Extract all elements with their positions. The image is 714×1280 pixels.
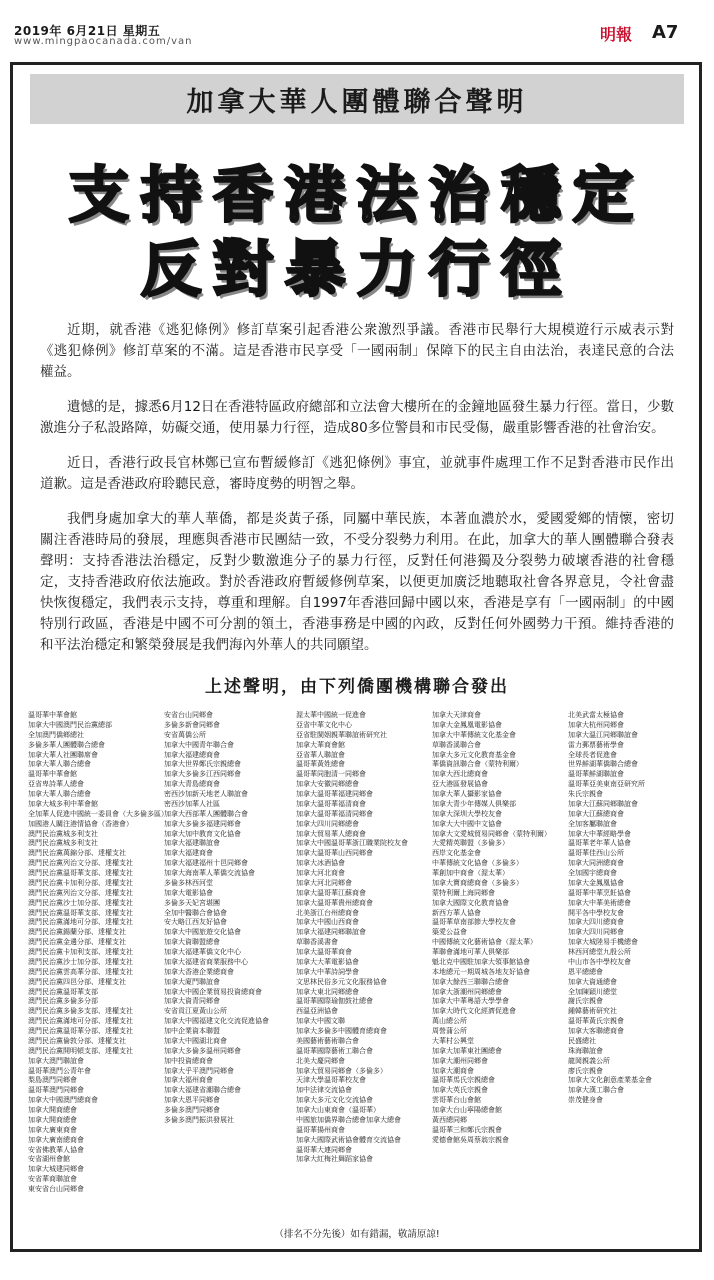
organization-name: 加拿大中國企業貿易投資總商會 bbox=[164, 987, 262, 996]
organization-name: 朱氏宗親會 bbox=[568, 790, 603, 798]
organization-name: 梨島澳門同鄉會 bbox=[28, 1076, 77, 1085]
organization-name: 加拿大多倫多中國體育總商會 bbox=[296, 1027, 387, 1035]
organization-name: 安省貢江夏黃山公所 bbox=[164, 1007, 227, 1016]
organization-name: 加拿大福建聯誼會 bbox=[164, 839, 220, 848]
organization-name: 中國旅加僑界聯合總會加拿大總會 bbox=[296, 1115, 401, 1124]
organization-name: 澳門民治黨城多利支社 bbox=[28, 839, 98, 848]
organization-name: 澳門民治黨滿地可分部、達權支社 bbox=[28, 918, 133, 927]
organization-name: 澳門民治黨溫哥華支部、達權支社 bbox=[28, 869, 133, 877]
organization-name: 加拿大潮商會 bbox=[432, 1066, 474, 1075]
organization-name: 世界鮮湖華僑聯合總會 bbox=[568, 760, 638, 769]
organization-name: 多倫多澳門振洪發展社 bbox=[164, 1115, 234, 1124]
organization-name: 澳門民治黨沙士加分部、達權支社 bbox=[28, 898, 133, 907]
body-paragraph: 我們身處加拿大的華人華僑，都是炎黃子孫，同屬中華民族，本著血濃於水，愛國愛鄉的情懷，密切關注香港時局的發展，理應與香港市民團結一致，不受分裂勢力利用。在此，加拿大的華人團體聯合發表聲明：支持香港法治穩定，反對少數激進分子的暴力行徑，反對任何港獨及分裂勢力破壞香港的社會穩定，支持香港政府依法施政。對於香港政府暫緩修例草案，以便更加廣泛地聽取社會各界意見，令社會盡快恢復穩定，我們表示支持，尊重和理解。自1997年香港回歸中國以來，香港是享有「一國兩制」的中國特別行政區，香港是中國不可分割的領土，香港事務是中國的內政，反對任何外國勢力干預。維持香港的和平法治穩定和繁榮發展是我們海內外華人的共同願望。 bbox=[40, 511, 674, 653]
organization-name: 加拿大中華詩詞學會 bbox=[296, 967, 359, 976]
organization-name: 加拿大恩平同鄉會 bbox=[164, 1096, 220, 1105]
organization-name: 加拿大安徽同鄉總會 bbox=[296, 780, 359, 789]
organization-name: 加拿大寶商總商會（多倫多） bbox=[432, 878, 523, 887]
organization-name: 加拿大西北總商會 bbox=[432, 770, 488, 779]
organization-name: 密西沙加華人社區 bbox=[164, 799, 220, 808]
organization-name: 林西河總堂九殷公所 bbox=[568, 948, 631, 956]
organization-name: 築愛公益會 bbox=[432, 928, 467, 937]
organization-name: 加拿大多倫多溫州同鄉會 bbox=[164, 1046, 241, 1055]
organization-name: 加拿大華商會館 bbox=[296, 740, 345, 749]
organization-name: 加拿大資通總會 bbox=[568, 977, 617, 986]
organization-name: 加拿大華人聯合總會 bbox=[28, 790, 91, 798]
organization-name: 溫哥華黃姓總會 bbox=[296, 760, 345, 769]
organization-name: 澳門民治黨溫哥華支部、達權支社 bbox=[28, 908, 133, 917]
organization-name: 渥太華中國統一促進會 bbox=[296, 711, 366, 719]
organization-name: 加拿大中國旅遊交化協會 bbox=[164, 928, 241, 937]
organization-name: 中國傳統文化藝術協會（渥太華） bbox=[432, 938, 537, 947]
organization-name: 安省佛教華人協會 bbox=[28, 1145, 84, 1154]
organization-name: 加拿大浙潮州同鄉總會 bbox=[432, 987, 502, 996]
organization-name: 愛德會館吳周蔡翁宗親會 bbox=[432, 1135, 509, 1144]
organization-name: 周營蒲公所 bbox=[432, 1027, 467, 1035]
organization-name: 加拿大溫哥華福建同鄉會 bbox=[296, 790, 373, 798]
organization-name: 澳門民治黨溫哥華分部、達權支社 bbox=[28, 1027, 133, 1035]
organization-name: 亞大港區發展協會 bbox=[432, 780, 488, 789]
page-number: A7 bbox=[652, 22, 679, 43]
organization-name: 蒙特利爾上海同鄉會 bbox=[432, 888, 495, 897]
organization-name: 加拿大山東商會（溫哥華） bbox=[296, 1106, 380, 1114]
organization-name: 加拿大四川總商會 bbox=[568, 918, 624, 927]
organization-name: 加拿大多元文化交流協會 bbox=[296, 1096, 373, 1105]
organization-name: 多倫多天妃宮堪團 bbox=[164, 898, 220, 907]
organization-name: 加拿大青少年傳媒人俱樂部 bbox=[432, 799, 516, 808]
organization-name: 多倫多澳門同鄉會 bbox=[164, 1106, 220, 1114]
organization-name: 大愛精英聯盟（多倫多） bbox=[432, 839, 509, 848]
organization-name: 澳門民治黨雲高華分部、達權支社 bbox=[28, 967, 133, 976]
organization-name: 溫哥華黃氏宗親會 bbox=[568, 1017, 624, 1026]
organization-name: 加拿大電影協會 bbox=[164, 888, 213, 897]
organization-name: 加拿大金鳳凰電影協會 bbox=[432, 720, 502, 729]
organization-name: 加拿大華人攝影家協會 bbox=[432, 790, 502, 798]
organization-name: 溫哥華老年華人協會 bbox=[568, 839, 631, 848]
statement-banner: 加拿大華人團體聯合聲明 bbox=[30, 74, 684, 124]
organization-name: 加拿大中國文聯 bbox=[296, 1017, 345, 1026]
organization-name: 龍岡親義公所 bbox=[568, 1056, 610, 1065]
organization-name: 加拿大中國澳門總商會 bbox=[28, 1096, 98, 1105]
organization-name: 加拿大客聯總商會 bbox=[568, 1027, 624, 1035]
organization-name: 加拿大華人聯合總會 bbox=[28, 760, 91, 769]
organization-name: 加拿大資青同鄉會 bbox=[164, 997, 220, 1006]
organization-name: 草聯香溪書會 bbox=[296, 938, 338, 947]
organization-name: 大華村公興堂 bbox=[432, 1036, 474, 1045]
organization-name: 加拿大廣南總商會 bbox=[28, 1135, 84, 1144]
newspaper-logo: 明報 bbox=[600, 25, 633, 44]
organization-name: 加拿大國際武術協會體育交流協會 bbox=[296, 1135, 401, 1144]
organization-name: 加拿大溫哥華商會 bbox=[296, 948, 352, 956]
organization-name: 加拿大中國溫哥華浙江職業院校友會 bbox=[296, 839, 408, 848]
organization-name: 加拿大西部華人團體聯合會 bbox=[164, 809, 248, 818]
organization-name: 加拿大餘西三聯聯合總會 bbox=[432, 977, 509, 986]
organization-name: 加拿大青島總商會 bbox=[164, 780, 220, 789]
organization-name: 亞省華人聯誼會 bbox=[296, 750, 345, 759]
organization-name: 澳門民治黨開明頓支部、達權支社 bbox=[28, 1046, 133, 1055]
organization-name: 加中法律交流協會 bbox=[296, 1086, 352, 1095]
organization-name: 加拿大中國福建文化交流促進協會 bbox=[164, 1017, 269, 1026]
org-column-2 bbox=[164, 711, 289, 1126]
organization-name: 澳門民治黨沙士加分部、達權支社 bbox=[28, 957, 133, 966]
organization-name: 溫哥華中華會館 bbox=[28, 770, 77, 779]
organization-name: 華僑資訊聯合會（蒙特利爾） bbox=[432, 760, 523, 769]
organization-name: 加拿大福建總商會 bbox=[164, 750, 220, 759]
organization-name: 澳門民治黨萬錦分部、達權支社 bbox=[28, 849, 126, 858]
organization-name: 加拿大四川同鄉總會 bbox=[296, 819, 359, 828]
organization-name: 溫哥華鮮湖聯誼會 bbox=[568, 770, 624, 779]
organization-name: 溫哥華澳門同鄉會 bbox=[28, 1086, 84, 1095]
organization-name: 加拿大天津商會 bbox=[432, 711, 481, 719]
organization-name: 北美大慶同鄉會 bbox=[296, 1056, 345, 1065]
organization-name: 澳門民治黨卡加利支部、達權支社 bbox=[28, 948, 133, 956]
organization-name: 溫哥華亞美東南亞研究所 bbox=[568, 780, 645, 789]
organization-name: 加拿大江蘇同鄉聯誼會 bbox=[568, 799, 638, 808]
organization-name: 加拿大澳門聯誼會 bbox=[28, 1056, 84, 1065]
organization-name: 加拿大城建同鄉會 bbox=[28, 1165, 84, 1174]
organization-name: 加拿大英氏宗親會 bbox=[432, 1086, 488, 1095]
organization-name: 澳門民治黨滿地可分部、達權支社 bbox=[28, 1017, 133, 1026]
organization-name: 加拿大世界鄭氏宗親總會 bbox=[164, 760, 241, 769]
organization-name: 全加國宇總商會 bbox=[568, 869, 617, 877]
organization-name: 加拿大加華東社團總會 bbox=[432, 1046, 502, 1055]
organization-name: 加拿大資聯盟總會 bbox=[164, 938, 220, 947]
organization-name: 加拿大華人社團聯席會 bbox=[28, 750, 98, 759]
organization-name: 魁北克中國駐加拿大領事館協會 bbox=[432, 957, 530, 966]
body-paragraph: 遺憾的是，據悉6月12日在香港特區政府總部和立法會大樓所在的金鐘地區發生暴力行徑。當日，少數激進分子私設路障，妨礙交通，使用暴力行徑，造成80多位警員和市民受傷，嚴重影響香港的社會治安。 bbox=[40, 399, 674, 436]
organization-name: 澳門民治黨多倫多分部 bbox=[28, 997, 98, 1006]
organization-name: 天津大學溫哥華校友會 bbox=[296, 1076, 366, 1085]
organization-name: 加拿大大中國中文協會 bbox=[432, 819, 502, 828]
body-paragraph: 近日，香港行政長官林鄭已宣布暫緩修訂《逃犯條例》事宜，並就事件處理工作不足對香港市民作出道歉。這是香港政府聆聽民意，審時度勢的明智之舉。 bbox=[40, 455, 674, 492]
signatories-heading: 上述聲明，由下列僑團機構聯合發出 bbox=[205, 677, 509, 697]
organization-name: 加拿大貿易華人總商會 bbox=[296, 829, 366, 838]
statement-body bbox=[40, 320, 674, 670]
organization-name: 全加客屬聯誼會 bbox=[568, 819, 617, 828]
body-paragraph: 近期，就香港《逃犯條例》修訂草案引起香港公衆激烈爭議。香港市民舉行大規模遊行示威表示對《逃犯條例》修訂草案的不滿。這是香港市民享受「一國兩制」保障下的民主自由法治，表達民意的合法權益。 bbox=[40, 322, 674, 380]
organization-name: 加拿大河北同鄉會 bbox=[296, 878, 352, 887]
organization-name: 開平各中學校友會 bbox=[568, 908, 624, 917]
organization-name: 加拿大國際文化教育協會 bbox=[432, 898, 509, 907]
organization-name: 加國港人關注港情協會（香港會） bbox=[28, 819, 133, 828]
organization-name: 加拿大多倫多福建同鄉會 bbox=[164, 819, 241, 828]
newspaper-header bbox=[0, 0, 714, 50]
organization-name: 加拿大東北同鄉總會 bbox=[296, 987, 359, 996]
organization-name: 溫哥華馬氏宗親總會 bbox=[432, 1076, 495, 1085]
headline-line-1: 支持香港法治穩定 bbox=[69, 161, 645, 231]
organization-name: 中華傳統文化協會（多倫多） bbox=[432, 859, 523, 868]
organization-name: 草聯香溪聯合會 bbox=[432, 740, 481, 749]
organization-name: 加拿大加中教育文化協會 bbox=[164, 829, 241, 838]
organization-name: 安大略江西友好協會 bbox=[164, 918, 227, 927]
organization-name: 加拿大城陸易手機總會 bbox=[568, 938, 638, 947]
organization-name: 加拿大溫哥華山西同鄉會 bbox=[296, 849, 373, 858]
organization-name: 亞省卑詩華人總會 bbox=[28, 780, 84, 789]
organization-name: 加拿大中國山西商會 bbox=[296, 918, 359, 927]
organization-name: 北美武當太極協會 bbox=[568, 711, 624, 719]
organization-name: 文思林民俗多元文化服務協會 bbox=[296, 977, 387, 986]
organization-name: 加拿大城多利中華會館 bbox=[28, 799, 98, 808]
ranking-note: （排名不分先後）如有錯漏，敬請原諒! bbox=[274, 1229, 440, 1240]
organization-name: 澳門民治黨列治文分部、達權支社 bbox=[28, 859, 133, 868]
organization-name: 溫哥華佳西山公所 bbox=[568, 849, 624, 858]
organization-name: 溫哥華揚州商會 bbox=[296, 1125, 345, 1134]
organization-name: 西岸文化基金會 bbox=[432, 849, 481, 858]
organization-name: 多倫多新會同鄉會 bbox=[164, 720, 220, 729]
organization-name: 溫哥華澳門公青年會 bbox=[28, 1066, 91, 1075]
organization-name: 安省萬僑公所 bbox=[164, 730, 206, 739]
organization-name: 雷力郵票藝術學會 bbox=[568, 740, 624, 749]
organization-name: 多倫多林西河堂 bbox=[164, 878, 213, 887]
org-column-3 bbox=[296, 711, 421, 1165]
organization-name: 澳門民治黨四邑分部、達權支社 bbox=[28, 977, 126, 986]
organization-name: 加拿大廣東商會 bbox=[28, 1125, 77, 1134]
organization-name: 加拿大中國湖北商會 bbox=[164, 1036, 227, 1045]
organization-name: 加拿大溫哥華福清商會 bbox=[296, 799, 366, 808]
organization-name: 加拿大漢工聯合會 bbox=[568, 1086, 624, 1095]
organization-name: 溫哥華草南部節大學校友會 bbox=[432, 918, 516, 927]
organization-name: 加拿大河北商會 bbox=[296, 869, 345, 877]
organization-name: 加拿大中國青年聯合會 bbox=[164, 740, 234, 749]
organization-name: 美國藝術藝術聯合會 bbox=[296, 1036, 359, 1045]
organization-name: 全加華人促進中國統一委員會（大多倫多區） bbox=[28, 809, 168, 818]
organization-name: 加拿大福建省商業服務中心 bbox=[164, 957, 248, 966]
organization-name: 多倫多華人團體聯合總會 bbox=[28, 740, 105, 749]
organization-name: 加拿大文愛城貿易同鄉會（蒙特利爾） bbox=[432, 829, 551, 838]
organization-name: 加拿大四川同鄉會 bbox=[568, 928, 624, 937]
organization-name: 加拿大文化創意產業基金會 bbox=[568, 1076, 652, 1085]
organization-name: 澳門民治黨列治文分部、達權支社 bbox=[28, 888, 133, 897]
organization-name: 加拿大金鳳凰協會 bbox=[568, 878, 624, 887]
organization-name: 亞省中華文化中心 bbox=[296, 720, 352, 729]
organization-name: 加拿大潮州同鄉會 bbox=[432, 1056, 488, 1065]
organization-name: 加拿大紅梅社舞蹈家協會 bbox=[296, 1155, 373, 1164]
organization-name: 加拿大中國澳門民治黨總部 bbox=[28, 720, 112, 729]
organization-name: 亞省駐閩姻親華聯誼術研究社 bbox=[296, 730, 387, 739]
organization-name: 加拿大開商總會 bbox=[28, 1115, 77, 1124]
organization-list bbox=[28, 711, 698, 1215]
organization-name: 加拿大廈門聯誼會 bbox=[164, 977, 220, 986]
organization-name: 加拿大中華經略學會 bbox=[568, 829, 631, 838]
organization-name: 加拿大福建省潮聯合總會 bbox=[164, 1086, 241, 1095]
organization-name: 全球長者促進會 bbox=[568, 750, 617, 759]
organization-name: 華創加中商會（渥太華） bbox=[432, 869, 509, 877]
organization-name: 溫哥華三和鄭氏宗親會 bbox=[432, 1125, 502, 1134]
organization-name: 加拿大江蘇總商會 bbox=[568, 809, 624, 818]
organization-name: 全加陳穎川總堂 bbox=[568, 987, 617, 996]
organization-name: 中山市各中學校友會 bbox=[568, 957, 631, 966]
organization-name: 澳門民治黨倫敦分部、達權支社 bbox=[28, 1036, 126, 1045]
organization-name: 黃西總同鄉 bbox=[432, 1115, 467, 1124]
organization-name: 溫哥華中華烹飪協會 bbox=[568, 888, 631, 897]
organization-name: 加拿大溫哥華江蘇商會 bbox=[296, 888, 366, 897]
organization-name: 加拿大香港企業總商會 bbox=[164, 967, 234, 976]
organization-name: 加拿大時代文化經濟促進會 bbox=[432, 1007, 516, 1016]
organization-name: 本地總元一期周城各地友好協會 bbox=[432, 967, 530, 976]
organization-name: 崇茂健身會 bbox=[568, 1096, 603, 1105]
organization-name: 加拿大溫江同鄉聯誼會 bbox=[568, 730, 638, 739]
org-column-1 bbox=[28, 711, 168, 1195]
organization-name: 加拿大開商總會 bbox=[28, 1106, 77, 1114]
organization-name: 澳門民治黨多倫多支部、達權支社 bbox=[28, 1007, 133, 1016]
organization-name: 溫哥華中華會館 bbox=[28, 711, 77, 719]
organization-name: 萬山總公所 bbox=[432, 1017, 467, 1026]
organization-name: 加拿大中華粵語大學學會 bbox=[432, 997, 509, 1006]
organization-name: 加拿大福建華僑文化中心 bbox=[164, 948, 241, 956]
organization-name: 加拿大台山寧陽總會館 bbox=[432, 1106, 502, 1114]
organization-name: 鍾韓藝術研究社 bbox=[568, 1007, 617, 1016]
organization-name: 澳門民治黨金邊分部、達權支社 bbox=[28, 938, 126, 947]
organization-name: 加拿大福建福州十邑同鄉會 bbox=[164, 859, 248, 868]
organization-name: 加拿大中華美術總會 bbox=[568, 898, 631, 907]
organization-name: 全加中醫聯合會協會 bbox=[164, 908, 227, 917]
organization-name: 加拿大福州商會 bbox=[164, 1076, 213, 1085]
organization-name: 民盛總社 bbox=[568, 1036, 596, 1045]
organization-name: 北美浙江台州總商會 bbox=[296, 908, 359, 917]
organization-name: 全加澳門僑鄉總社 bbox=[28, 730, 84, 739]
org-column-4 bbox=[432, 711, 557, 1146]
organization-name: 加拿大貿易同鄉會（多倫多） bbox=[296, 1066, 387, 1075]
organization-name: 加拿大溫哥華貴州總商會 bbox=[296, 898, 373, 907]
organization-name: 加拿大多倫多江西同鄉會 bbox=[164, 770, 241, 779]
organization-name: 澳門民治黨城多利支社 bbox=[28, 829, 98, 838]
organization-name: 加拿大大華電影協會 bbox=[296, 957, 359, 966]
issue-date: 2019年 6月21日 星期五 bbox=[14, 24, 161, 38]
organization-name: 加拿大中華傳統文化基金會 bbox=[432, 730, 516, 739]
organization-name: 溫哥華國際瑜伽鼓社總會 bbox=[296, 997, 373, 1006]
headline-line-2: 反對暴力行徑 bbox=[141, 235, 573, 305]
organization-name: 安省華商聯誼會 bbox=[28, 1175, 77, 1184]
organization-name: 雲哥華台山會館 bbox=[432, 1096, 481, 1105]
organization-name: 溫哥華國際藝術工聯合會 bbox=[296, 1046, 373, 1055]
organization-name: 東安省台山同鄉會 bbox=[28, 1185, 84, 1193]
organization-name: 加拿大福建商會 bbox=[164, 849, 213, 858]
organization-name: 加拿大多元文化教育基金會 bbox=[432, 750, 516, 759]
organization-name: 加拿大杭州同鄉會 bbox=[568, 720, 624, 729]
organization-name: 密西沙加新天地老人聯誼會 bbox=[164, 790, 248, 798]
organization-name: 溫哥華大連同鄉會 bbox=[296, 1145, 352, 1154]
organization-name: 溫哥華同胞清一同鄉會 bbox=[296, 770, 366, 779]
organization-name: 謝氏宗親會 bbox=[568, 997, 603, 1006]
org-column-5 bbox=[568, 711, 693, 1106]
organization-name: 加拿大溫哥華福清同鄉會 bbox=[296, 809, 373, 818]
organization-name: 安省湖州會館 bbox=[28, 1155, 70, 1164]
organization-name: 華聯會滿地可華人俱樂部 bbox=[432, 948, 509, 956]
organization-name: 加拿大冰酒協會 bbox=[296, 859, 345, 868]
organization-name: 恩平總總會 bbox=[568, 967, 603, 976]
organization-name: 加拿大深圳大學校友會 bbox=[432, 809, 502, 818]
organization-name: 西溫亞洲協會 bbox=[296, 1007, 338, 1016]
organization-name: 澳門民治黨溫哥華支部 bbox=[28, 987, 98, 996]
organization-name: 加拿大海南華人華僑交流協會 bbox=[164, 869, 255, 877]
organization-name: 廖氏宗親會 bbox=[568, 1066, 603, 1075]
organization-name: 加拿大福建同鄉聯誼會 bbox=[296, 928, 366, 937]
organization-name: 安省台山同鄉會 bbox=[164, 711, 213, 719]
newspaper-url: www.mingpaocanada.com/van bbox=[14, 36, 193, 47]
organization-name: 加拿大同洲總商會 bbox=[568, 859, 624, 868]
organization-name: 加中企業資本聯盟 bbox=[164, 1027, 220, 1035]
organization-name: 新西方華人協會 bbox=[432, 908, 481, 917]
organization-name: 加中投資總商會 bbox=[164, 1056, 213, 1065]
organization-name: 澳門民治黨卡加利分部、達權支社 bbox=[28, 878, 133, 887]
organization-name: 澳門民治黨錫蘭分部、達權支社 bbox=[28, 928, 126, 937]
organization-name: 加拿大乎平澳門同鄉會 bbox=[164, 1066, 234, 1075]
organization-name: 珠海聯誼會 bbox=[568, 1046, 603, 1055]
